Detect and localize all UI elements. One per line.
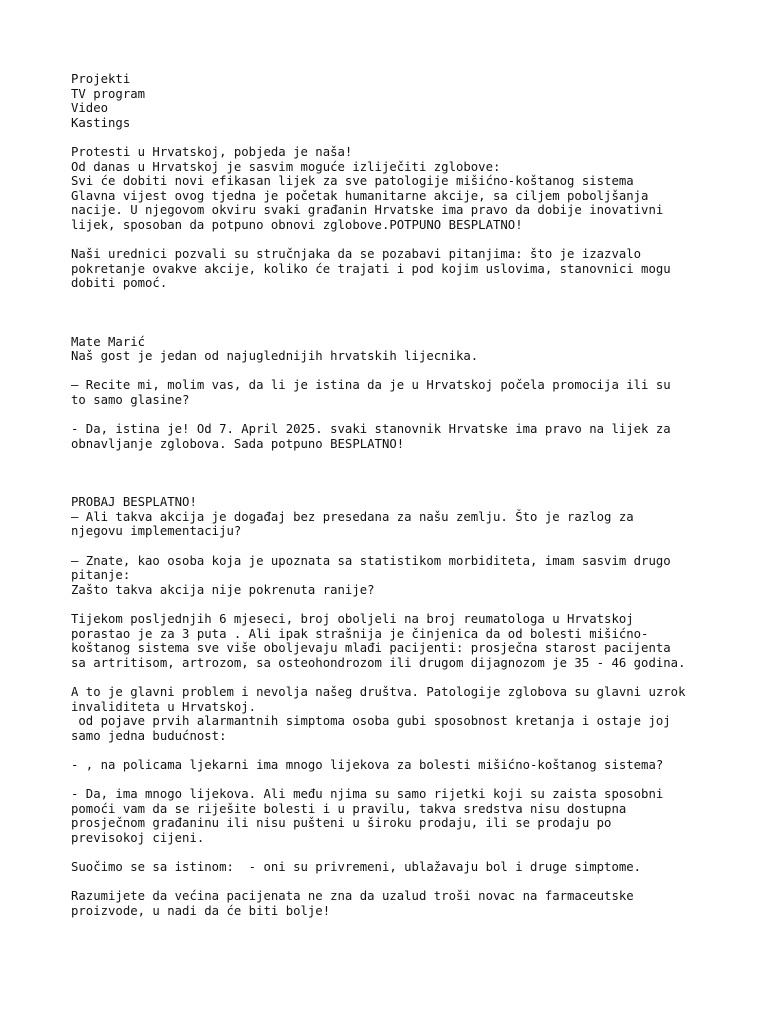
answer-line: previsokoj cijeni. (71, 830, 205, 845)
spacer (71, 875, 711, 890)
paragraph-line: invaliditeta u Hrvatskoj. (71, 699, 257, 714)
intro-line: lijek, sposoban da potpuno obnovi zglobove.POTPUNO BESPLATNO! (71, 217, 523, 232)
guest-description: Naš gost je jedan od najuglednijih hrvatskih lijecnika. (71, 349, 479, 364)
paragraph-line: od pojave prvih alarmantnih simptoma osoba gubi sposobnost kretanja i ostaje joj (71, 714, 671, 729)
spacer (71, 408, 711, 423)
spacer (71, 364, 711, 379)
intro-line: Svi će dobiti novi efikasan lijek za sve patologije mišićno-koštanog sistema (71, 174, 634, 189)
guest-name: Mate Marić (71, 334, 146, 349)
article-headline: Protesti u Hrvatskoj, pobjeda je naša! (71, 144, 353, 159)
intro-line: nacije. U njegovom okviru svaki građanin Hrvatske ima pravo da dobije inovativni (71, 203, 664, 218)
spacer (71, 773, 711, 788)
spacer (71, 539, 711, 554)
answer-line: prosječnom građaninu ili nisu pušteni u široku prodaju, ili se prodaju po (71, 816, 612, 831)
question-line: - , na policama ljekarni ima mnogo lijekova za bolesti mišićno-koštanog sistema? (71, 757, 664, 772)
question-line: — Recite mi, molim vas, da li je istina da je u Hrvatskoj počela promocija ili su (71, 378, 671, 393)
question-line: njegovu implementaciju? (71, 524, 242, 539)
spacer (71, 451, 711, 495)
try-free-link[interactable]: PROBAJ BESPLATNO! (71, 495, 197, 510)
spacer (71, 743, 711, 758)
nav-item-kastings[interactable]: Kastings (71, 115, 131, 130)
nav-item-projekti[interactable]: Projekti (71, 72, 131, 86)
paragraph-line: porastao je za 3 puta . Ali ipak strašnija je činjenica da od bolesti mišićno- (71, 626, 649, 641)
answer-line: pomoći vam da se riješite bolesti i u pravilu, takva sredstva nisu dostupna (71, 801, 627, 816)
spacer (71, 597, 711, 612)
nav-item-video[interactable]: Video (71, 101, 109, 116)
truth-line: Suočimo se sa istinom: - oni su privremeni, ublažavaju bol i druge simptome. (71, 860, 642, 875)
answer-line: Zašto takva akcija nije pokrenuta ranije? (71, 582, 375, 597)
answer-line: — Znate, kao osoba koja je upoznata sa statistikom morbiditeta, imam sasvim drugo (71, 553, 671, 568)
interview (71, 378, 711, 918)
intro-line: Glavna vijest ovog tjedna je početak humanitarne akcije, sa ciljem poboljšanja (71, 188, 649, 203)
editors-line: dobiti pomoć. (71, 276, 168, 291)
editors-line: Naši urednici pozvali su stručnjaka da se pozabavi pitanjima: što je izazvalo (71, 247, 642, 262)
spacer (71, 670, 711, 685)
spacer (71, 291, 711, 335)
spacer (71, 233, 711, 248)
closing-line: Razumijete da većina pacijenata ne zna da uzalud troši novac na farmaceutske (71, 889, 634, 904)
paragraph-line: sa artritisom, artrozom, sa osteohondrozom ili drugom dijagnozom je 35 - 46 godina. (71, 655, 686, 670)
answer-line: pitanje: (71, 568, 131, 583)
answer-line: obnavljanje zglobova. Sada potpuno BESPLATNO! (71, 436, 405, 451)
nav-item-tv-program[interactable]: TV program (71, 86, 146, 101)
intro-line: Od danas u Hrvatskoj je sasvim moguće izliječiti zglobove: (71, 159, 501, 174)
guest-intro (71, 335, 711, 364)
paragraph-line: Tijekom posljednjih 6 mjeseci, broj oboljeli na broj reumatologa u Hrvatskoj (71, 612, 634, 626)
answer-line: - Da, ima mnogo lijekova. Ali među njima su samo rijetki koji su zaista sposobni (71, 787, 664, 802)
paragraph-line: A to je glavni problem i nevolja našeg društva. Patologije zglobova su glavni uzrok (71, 684, 686, 699)
nav-menu (71, 72, 711, 130)
closing-line: proizvode, u nadi da će biti bolje! (71, 903, 331, 918)
spacer (71, 130, 711, 145)
paragraph-line: samo jedna budućnost: (71, 728, 227, 743)
article-intro (71, 145, 711, 291)
editors-line: pokretanje ovakve akcije, koliko će trajati i pod kojim uslovima, stanovnici mogu (71, 261, 671, 276)
question-line: — Ali takva akcija je događaj bez presedana za našu zemlju. Što je razlog za (71, 509, 634, 524)
spacer (71, 846, 711, 861)
question-line: to samo glasine? (71, 393, 190, 408)
paragraph-line: koštanog sistema sve više oboljevaju mlađi pacijenti: prosječna starost pacijenta (71, 641, 671, 656)
document-page (71, 72, 711, 918)
answer-line: - Da, istina je! Od 7. April 2025. svaki stanovnik Hrvatske ima pravo na lijek za (71, 422, 671, 437)
